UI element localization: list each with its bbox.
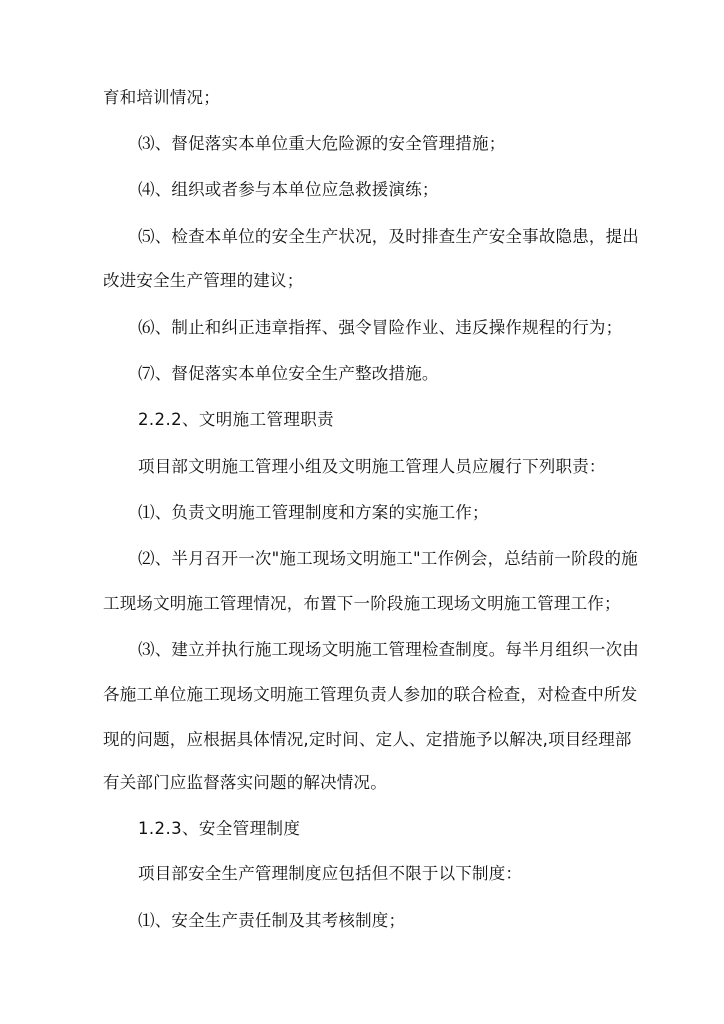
list-item-line: ⑴、安全生产责任制及其考核制度； bbox=[138, 911, 406, 930]
list-item-line: ⑵、半月召开一次"施工现场文明施工"工作例会，总结前一阶段的施 bbox=[138, 549, 638, 568]
section-heading: 1.2.3、安全管理制度 bbox=[138, 819, 301, 838]
paragraph-line: 工现场文明施工管理情况，布置下一阶段施工现场文明施工管理工作； bbox=[103, 594, 621, 613]
paragraph-line: 各施工单位施工现场文明施工管理负责人参加的联合检查，对检查中所发 bbox=[103, 685, 638, 704]
paragraph-line: 改进安全生产管理的建议； bbox=[103, 271, 304, 290]
paragraph-line: 现的问题，应根据具体情况,定时间、定人、定措施予以解决,项目经理部 bbox=[103, 730, 632, 749]
paragraph-line: 项目部文明施工管理小组及文明施工管理人员应履行下列职责： bbox=[138, 457, 606, 476]
paragraph-line: 项目部安全生产管理制度应包括但不限于以下制度： bbox=[138, 864, 523, 883]
list-item-line: ⑶、建立并执行施工现场文明施工管理检查制度。每半月组织一次由 bbox=[138, 640, 639, 659]
list-item-line: ⑹、制止和纠正违章指挥、强令冒险作业、违反操作规程的行为； bbox=[138, 318, 623, 337]
paragraph-line: 育和培训情况； bbox=[103, 88, 220, 107]
list-item-line: ⑷、组织或者参与本单位应急救援演练； bbox=[138, 180, 439, 199]
section-heading: 2.2.2、文明施工管理职责 bbox=[138, 410, 335, 429]
list-item-line: ⑶、督促落实本单位重大危险源的安全管理措施； bbox=[138, 134, 506, 153]
paragraph-line: 有关部门应监督落实问题的解决情况。 bbox=[103, 773, 387, 792]
list-item-line: ⑴、负责文明施工管理制度和方案的实施工作； bbox=[138, 503, 489, 522]
list-item-line: ⑸、检查本单位的安全生产状况，及时排查生产安全事故隐患，提出 bbox=[138, 227, 639, 246]
list-item-line: ⑺、督促落实本单位安全生产整改措施。 bbox=[138, 364, 439, 383]
